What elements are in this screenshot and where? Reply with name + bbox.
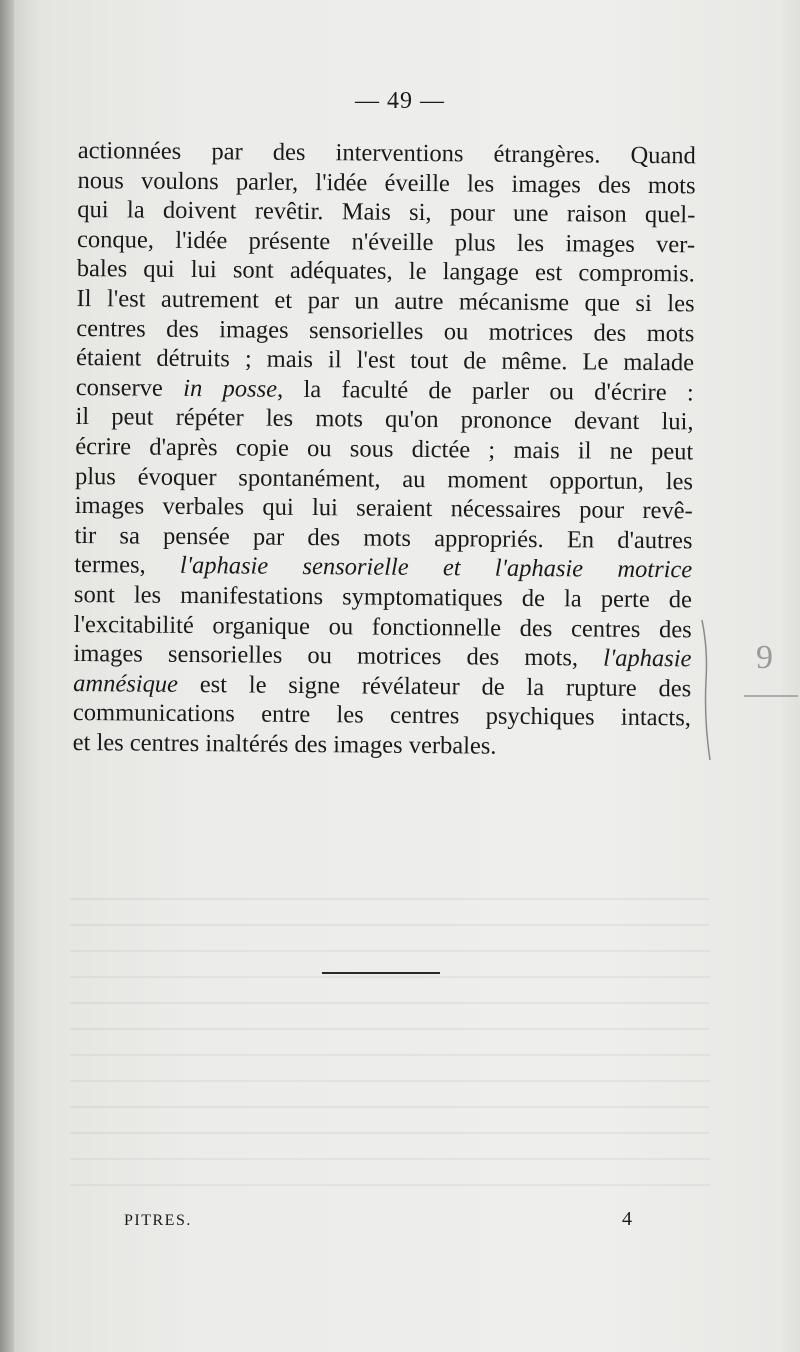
- italic-term-aphasie: l'aphasie: [603, 644, 692, 673]
- signature-mark: PITRES.: [124, 1212, 192, 1229]
- show-through-text: [70, 880, 710, 1200]
- sheet-number: 4: [622, 1208, 632, 1230]
- text-line: Il l'est autrement et par un autre mécanisme que si les: [76, 284, 695, 318]
- pencil-margin-annotation: [700, 610, 800, 770]
- italic-term-aphasie-motrice: l'aphasie motrice: [494, 554, 693, 584]
- text-run: termes,: [74, 551, 181, 580]
- text-line: tir sa pensée par des mots appropriés. En d'autres: [74, 521, 693, 555]
- text-line: qui la doivent revêtir. Mais si, pour une raison quel-: [77, 196, 696, 229]
- text-run: , la faculté de parler ou d'écrire :: [276, 375, 694, 407]
- italic-term-in-posse: in posse: [183, 374, 278, 403]
- text-line: bales qui lui sont adéquates, le langage est compromis.: [76, 255, 695, 288]
- section-rule: [322, 972, 440, 974]
- italic-connector: et: [408, 554, 495, 582]
- text-line: l'excitabilité organique ou fonctionnelle des centres des: [73, 610, 692, 643]
- text-line: écrire d'après copie ou sous dictée ; mais il ne peut: [75, 432, 694, 466]
- margin-bracket-stroke: [702, 620, 710, 760]
- book-spine-shadow: [0, 0, 14, 1352]
- text-line: actionnées par des interventions étrangères. Quand: [77, 136, 696, 170]
- page-number: — 49 —: [355, 88, 445, 114]
- text-line: centres des images sensorielles ou motrices des mots: [76, 314, 695, 347]
- body-paragraph: [73, 136, 696, 763]
- text-line: nous voulons parler, l'idée éveille les images des mots: [77, 166, 696, 199]
- text-line: et les centres inaltérés des images verbales.: [72, 728, 497, 760]
- text-run: est le signe révélateur de la rupture des: [177, 670, 692, 703]
- text-line: images verbales qui lui seraient nécessaires pour revê-: [74, 492, 693, 525]
- text-line: conque, l'idée présente n'éveille plus les images ver-: [76, 225, 696, 259]
- text-line: étaient détruits ; mais il l'est tout de même. Le malade: [75, 344, 695, 377]
- text-line: il peut répéter les mots qu'on prononce devant lui,: [75, 403, 694, 436]
- text-run: conserve: [75, 373, 184, 402]
- italic-term-aphasie-sensorielle: l'aphasie sensorielle: [179, 552, 409, 582]
- italic-term-amnesique: amnésique: [73, 669, 179, 698]
- margin-glyph: 9: [756, 639, 773, 676]
- text-line: plus évoquer spontanément, au moment opportun, les: [74, 462, 694, 495]
- text-line: sont les manifestations symptomatiques de la perte de: [73, 580, 693, 614]
- text-run: images sensorielles ou motrices des mots,: [73, 640, 604, 672]
- text-line: communications entre les centres psychiques intacts,: [72, 699, 692, 732]
